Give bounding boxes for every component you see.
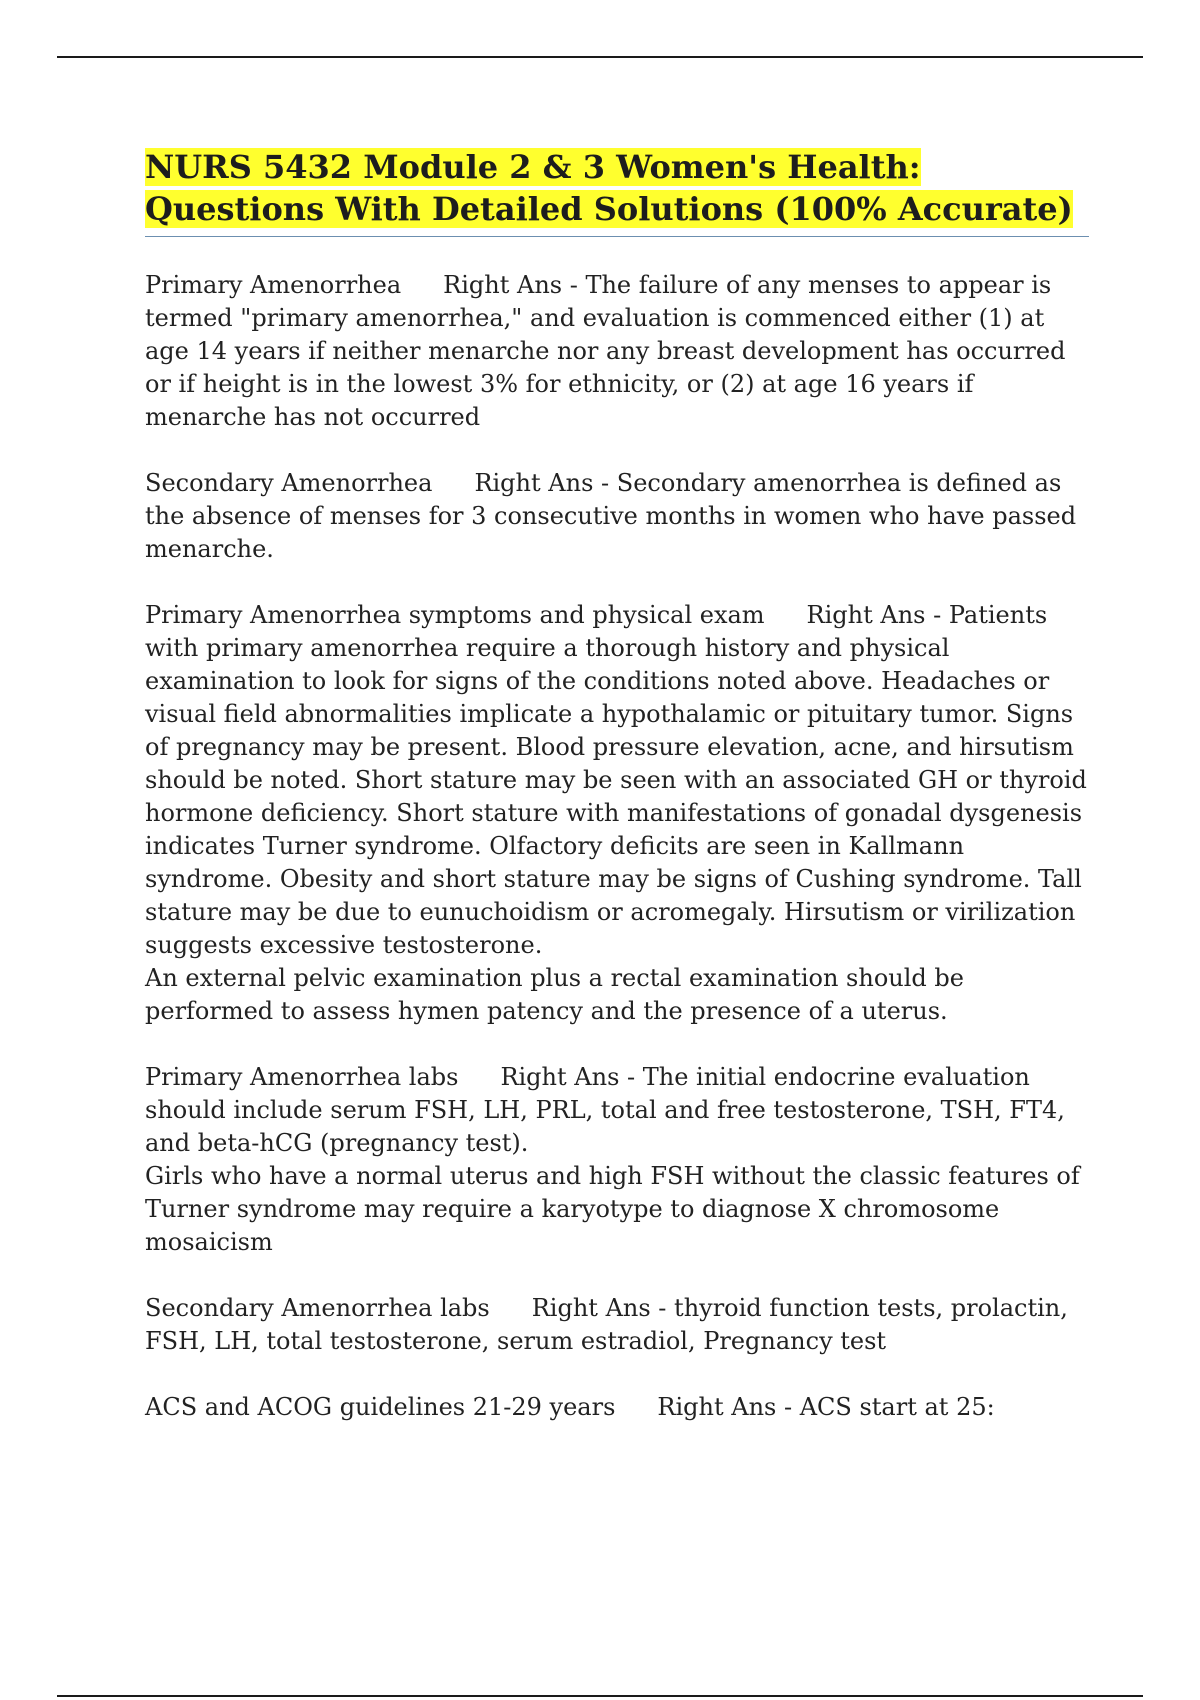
qa-term: ACS and ACOG guidelines 21-29 years [145, 1393, 616, 1421]
qa-term: Primary Amenorrhea symptoms and physical exam [145, 601, 765, 629]
qa-entry [145, 1061, 1089, 1259]
qa-list [145, 269, 1089, 1424]
qa-answer: Right Ans - thyroid function tests, prolactin, FSH, LH, total testosterone, serum estradiol, Pregnancy test [145, 1294, 1068, 1355]
qa-entry [145, 269, 1089, 434]
footer-rule [57, 1695, 1143, 1697]
qa-paragraph [145, 599, 1089, 962]
title-underline [145, 236, 1089, 237]
document-body [145, 146, 1089, 1457]
qa-term: Secondary Amenorrhea labs [145, 1294, 490, 1322]
qa-paragraph [145, 1292, 1089, 1358]
qa-entry [145, 1292, 1089, 1358]
header-rule [57, 56, 1143, 58]
qa-entry [145, 467, 1089, 566]
qa-paragraph [145, 1061, 1089, 1160]
qa-answer: Right Ans - ACS start at 25: [657, 1393, 995, 1421]
qa-paragraph [145, 467, 1089, 566]
qa-answer: Right Ans - Patients with primary amenorrhea require a thorough history and physical examination to look for signs of the conditions noted above. Headaches or visual field abnormalities implicate a hypothalamic or pituitary tumor. Signs of pregnancy may be present. Blood pressure elevation, acne, and hirsutism should be noted. Short stature may be seen with an associated GH or thyroid hormone deficiency. Short stature with manifestations of gonadal dysgenesis indicates Turner syndrome. Olfactory deficits are seen in Kallmann syndrome. Obesity and short stature may be signs of Cushing syndrome. Tall stature may be due to eunuchoidism or acromegaly. Hirsutism or virilization suggests excessive testosterone. [145, 601, 1087, 959]
qa-answer: Right Ans - Secondary amenorrhea is defined as the absence of menses for 3 consecutive months in women who have passed menarche. [145, 469, 1077, 563]
qa-term: Secondary Amenorrhea [145, 469, 433, 497]
qa-paragraph [145, 269, 1089, 434]
qa-term: Primary Amenorrhea [145, 271, 402, 299]
document-title-text: NURS 5432 Module 2 & 3 Women's Health: Questions With Detailed Solutions (100% Accurate) [145, 148, 1073, 228]
qa-continuation: An external pelvic examination plus a rectal examination should be performed to assess hymen patency and the presence of a uterus. [145, 964, 964, 1025]
qa-entry [145, 599, 1089, 1028]
document-title [145, 146, 1089, 230]
qa-continuation: Girls who have a normal uterus and high FSH without the classic features of Turner syndrome may require a karyotype to diagnose X chromosome mosaicism [145, 1162, 1080, 1256]
qa-entry [145, 1391, 1089, 1424]
qa-answer: Right Ans - The failure of any menses to appear is termed "primary amenorrhea," and evaluation is commenced either (1) at age 14 years if neither menarche nor any breast development has occurred or if height is in the lowest 3% for ethnicity, or (2) at age 16 years if menarche has not occurred [145, 271, 1066, 431]
qa-answer: Right Ans - The initial endocrine evaluation should include serum FSH, LH, PRL, total and free testosterone, TSH, FT4, and beta-hCG (pregnancy test). [145, 1063, 1065, 1157]
qa-term: Primary Amenorrhea labs [145, 1063, 459, 1091]
qa-paragraph [145, 1391, 1089, 1424]
